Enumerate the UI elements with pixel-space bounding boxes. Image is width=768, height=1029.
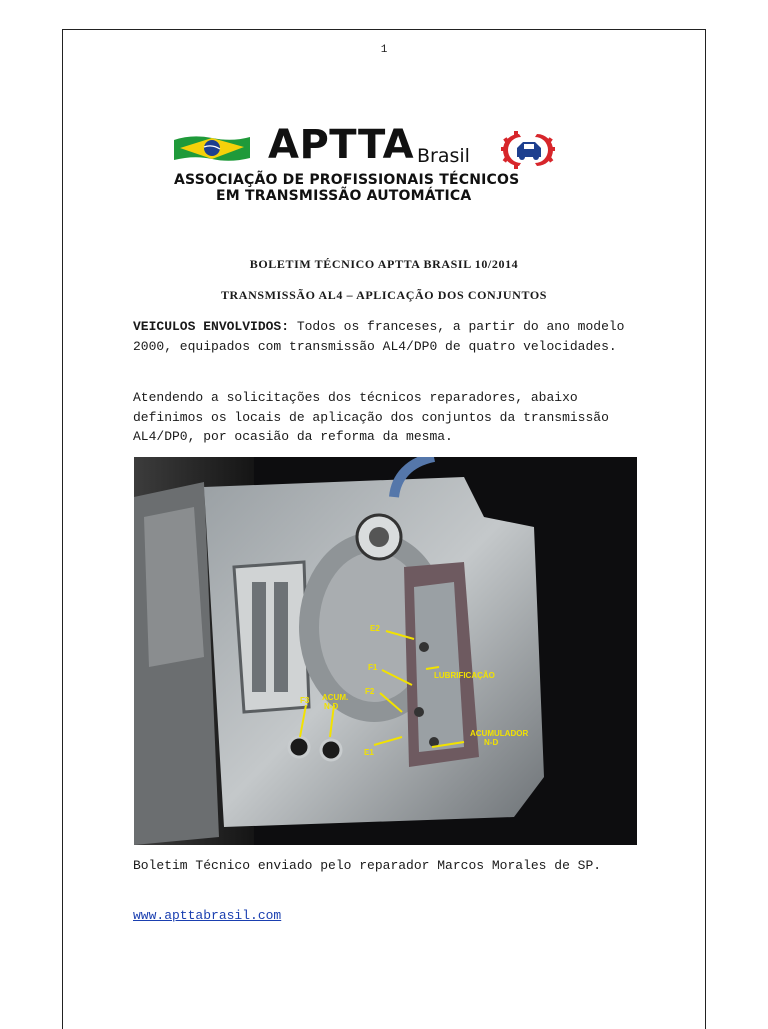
label-f2: F2 (365, 687, 375, 696)
brazil-flag-icon (172, 132, 252, 164)
label-acumulador-line1: ACUMULADOR (470, 729, 529, 738)
website-link[interactable]: www.apttabrasil.com (133, 908, 282, 923)
label-f1: F1 (368, 663, 378, 672)
vehicles-text: Todos os franceses, a partir do ano modelo 2000, equipados com transmissão AL4/DP0 de quatro velocidades. (133, 319, 625, 354)
label-f3: F3 (300, 696, 310, 705)
bulletin-title: BOLETIM TÉCNICO APTTA BRASIL 10/2014 (249, 257, 519, 271)
vehicles-paragraph (133, 317, 637, 356)
brand-name: APTTA (268, 122, 415, 168)
bulletin-subtitle: TRANSMISSÃO AL4 – APLICAÇÃO DOS CONJUNTOS (220, 288, 548, 302)
label-lubrificacao: LUBRIFICAÇÃO (434, 671, 495, 680)
aptta-logo (172, 122, 592, 210)
label-e2: E2 (370, 624, 380, 633)
page-number: 1 (380, 44, 388, 56)
label-e1: E1 (364, 748, 374, 757)
intro-paragraph: Atendendo a solicitações dos técnicos reparadores, abaixo definimos os locais de aplicação dos conjuntos da transmissão AL4/DP0, por ocasião da reforma da mesma. (133, 390, 609, 444)
transmission-photo (134, 457, 637, 845)
gear-car-icon (497, 130, 559, 170)
label-acum-line1: ACUM. (322, 693, 349, 702)
photo-caption: Boletim Técnico enviado pelo reparador Marcos Morales de SP. (133, 858, 602, 873)
brand-suffix: Brasil (417, 145, 470, 167)
org-name-line1: ASSOCIAÇÃO DE PROFISSIONAIS TÉCNICOS (174, 172, 520, 188)
label-acum-line2: N-D (324, 702, 339, 711)
vehicles-label: VEICULOS ENVOLVIDOS: (133, 319, 290, 334)
org-name-line2: EM TRANSMISSÃO AUTOMÁTICA (216, 188, 472, 204)
label-acumulador-line2: N-D (484, 738, 499, 747)
